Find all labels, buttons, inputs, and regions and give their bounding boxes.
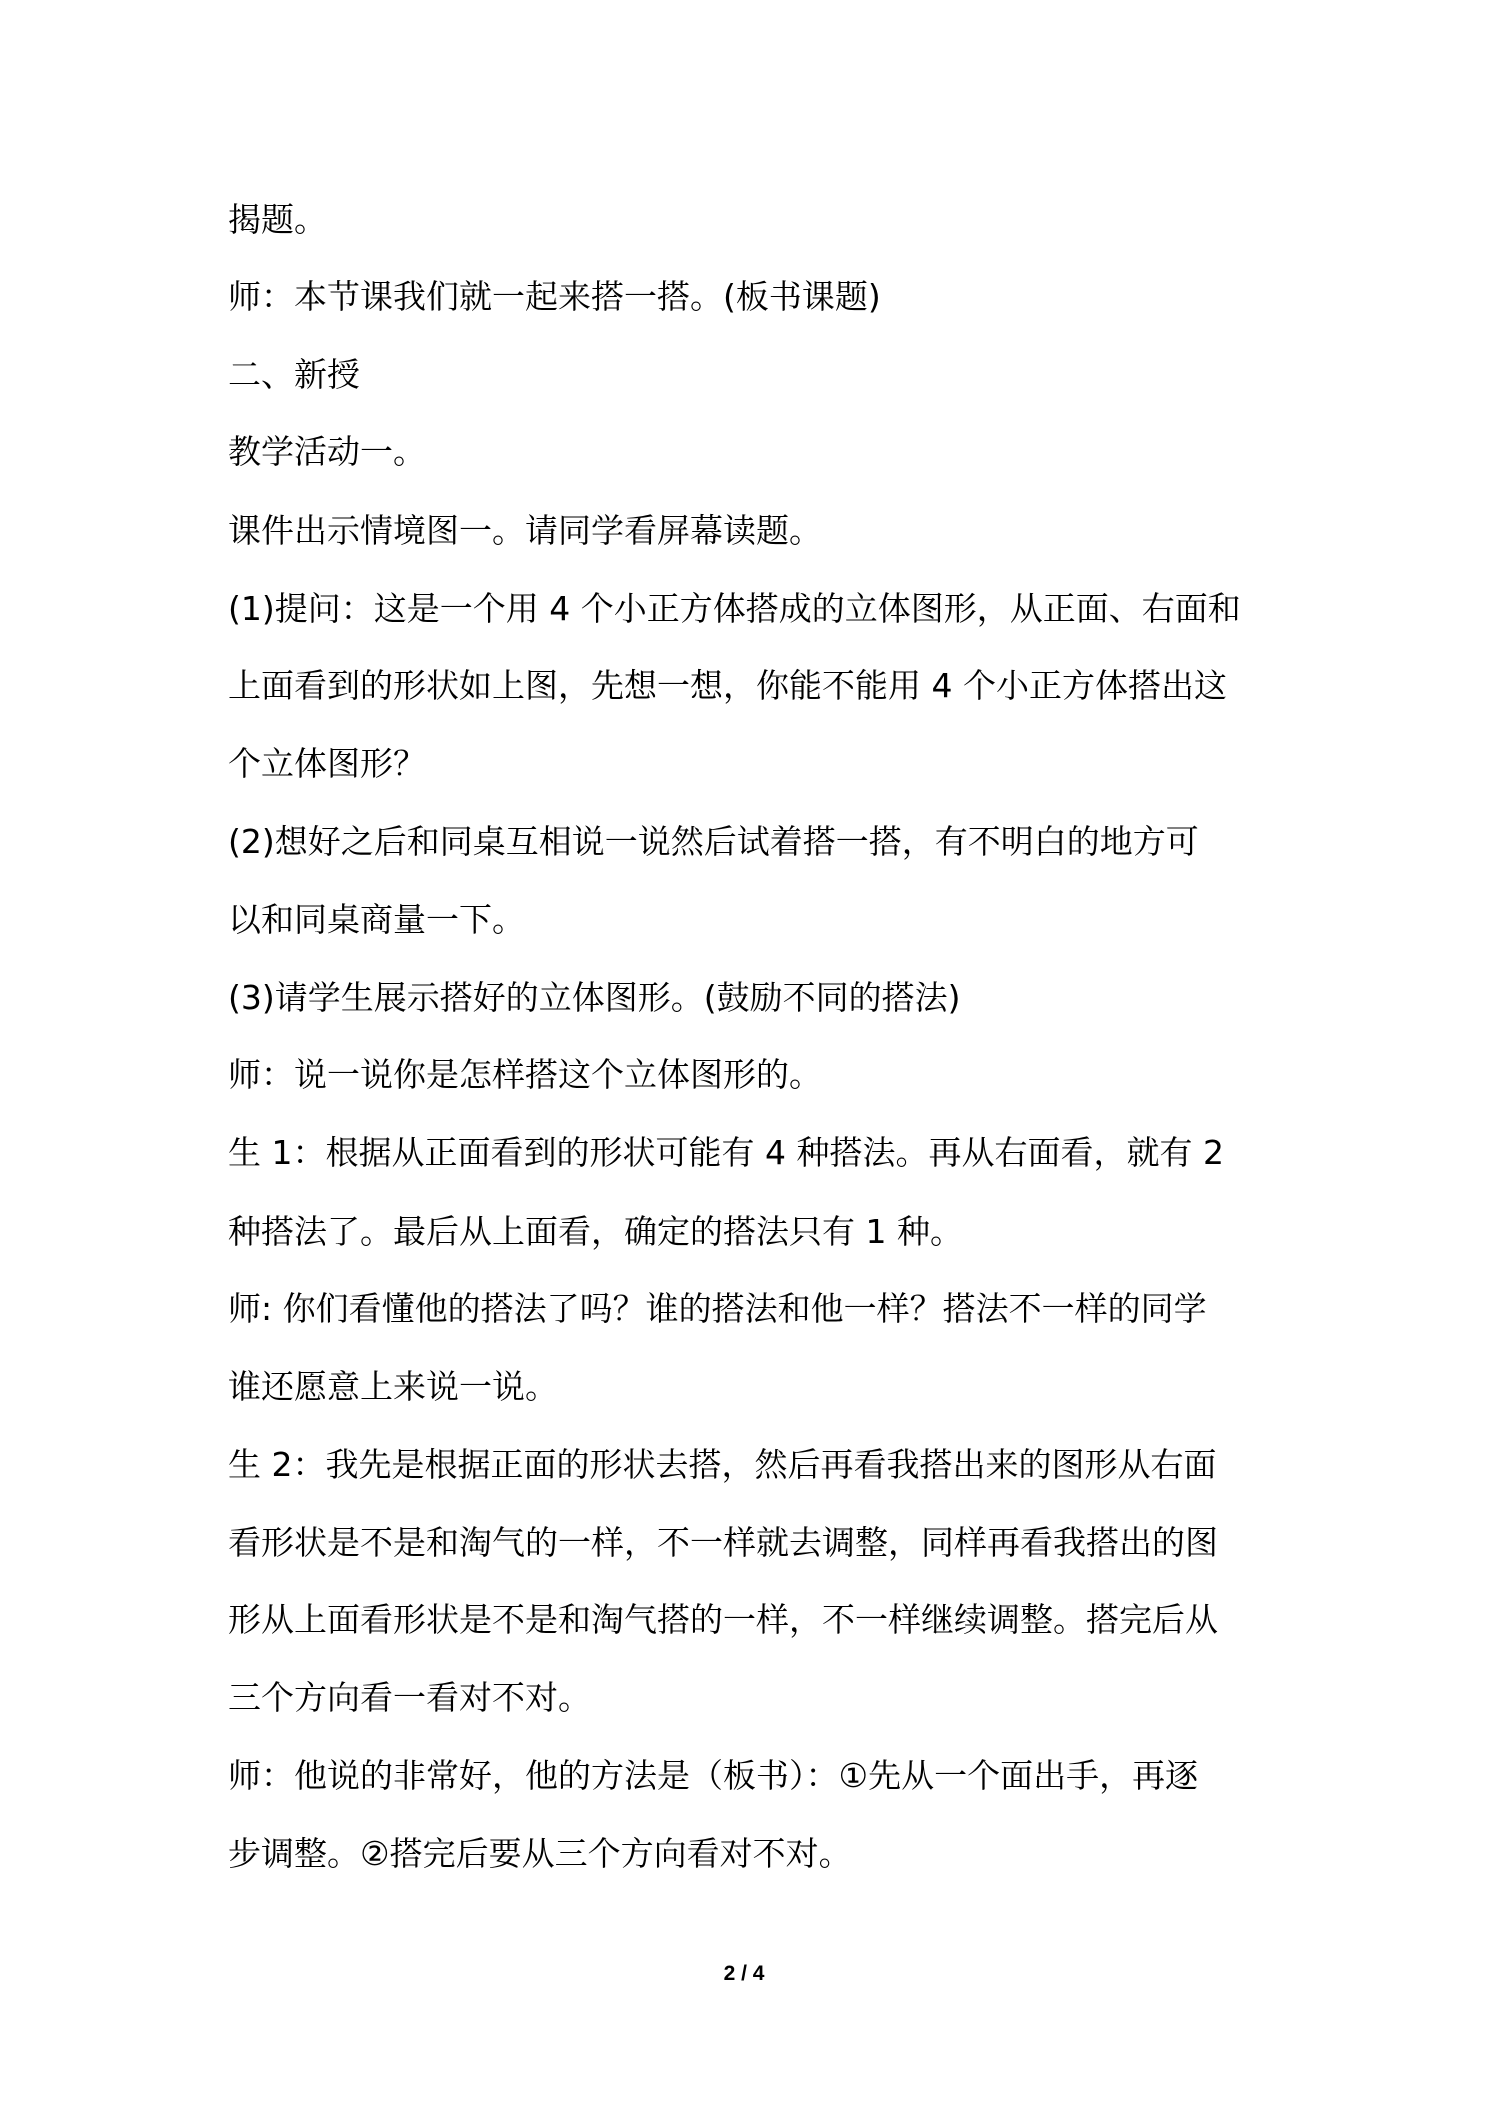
- paragraph-line: 师：说一说你是怎样搭这个立体图形的。: [228, 1055, 822, 1094]
- paragraph-line: 三个方向看一看对不对。: [228, 1678, 591, 1717]
- paragraph-line: 谁还愿意上来说一说。: [228, 1367, 558, 1406]
- paragraph-line: 形从上面看形状是不是和淘气搭的一样，不一样继续调整。搭完后从: [228, 1600, 1218, 1639]
- paragraph-line: (3)请学生展示搭好的立体图形。(鼓励不同的搭法): [228, 978, 961, 1017]
- paragraph-line: 个立体图形？: [228, 744, 426, 783]
- page-number: 2 / 4: [723, 1962, 765, 1985]
- paragraph-line: 生 2：我先是根据正面的形状去搭，然后再看我搭出来的图形从右面: [228, 1445, 1217, 1484]
- paragraph-line: 生 1：根据从正面看到的形状可能有 4 种搭法。再从右面看，就有 2: [228, 1133, 1224, 1172]
- paragraph-line: 课件出示情境图一。请同学看屏幕读题。: [228, 511, 822, 550]
- paragraph-line: 师：他说的非常好，他的方法是（板书）：①先从一个面出手，再逐: [228, 1756, 1199, 1795]
- paragraph-line: 上面看到的形状如上图，先想一想，你能不能用 4 个小正方体搭出这: [228, 666, 1227, 705]
- paragraph-line: 师: 你们看懂他的搭法了吗？谁的搭法和他一样？搭法不一样的同学: [228, 1289, 1207, 1328]
- paragraph-line: 揭题。: [228, 200, 327, 239]
- paragraph-line: 步调整。②搭完后要从三个方向看对不对。: [228, 1834, 852, 1873]
- section-heading: 二、新授: [228, 355, 360, 394]
- paragraph-line: 看形状是不是和淘气的一样，不一样就去调整，同样再看我搭出的图: [228, 1523, 1218, 1562]
- paragraph-line: (1)提问：这是一个用 4 个小正方体搭成的立体图形，从正面、右面和: [228, 589, 1241, 628]
- paragraph-line: 种搭法了。最后从上面看，确定的搭法只有 1 种。: [228, 1212, 963, 1251]
- paragraph-line: 教学活动一。: [228, 432, 426, 471]
- paragraph-line: (2)想好之后和同桌互相说一说然后试着搭一搭，有不明白的地方可: [228, 822, 1199, 861]
- paragraph-line: 以和同桌商量一下。: [228, 900, 525, 939]
- paragraph-line: 师：本节课我们就一起来搭一搭。(板书课题): [228, 277, 881, 316]
